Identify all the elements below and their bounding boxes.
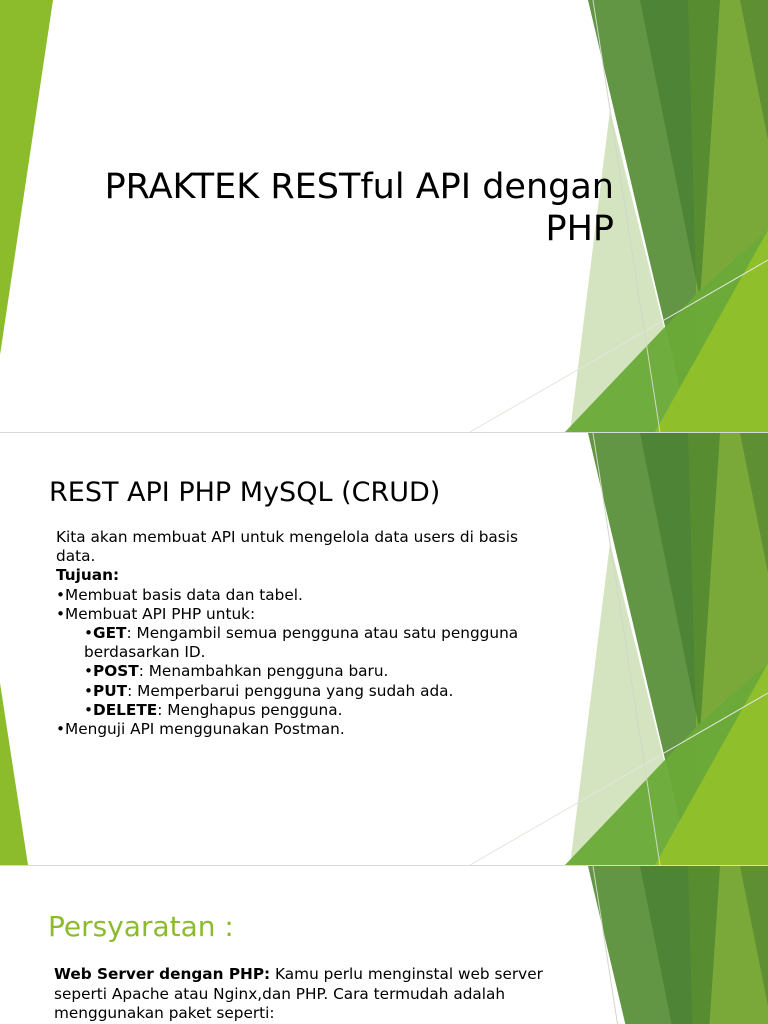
lead-text: Kamu perlu menginstal web server seperti Apache atau Nginx,dan PHP. Cara termudah adalah menggunakan paket seperti: — [54, 965, 543, 1023]
slide-3 — [0, 866, 768, 1024]
list-item: •Membuat basis data dan tabel. — [56, 585, 303, 604]
list-item: •Menguji API menggunakan Postman. — [56, 720, 345, 739]
sub-list-item: •POST: Menambahkan pengguna baru. — [84, 662, 389, 681]
list-item: •Membuat API PHP untuk: — [56, 604, 256, 623]
slide-2-body — [56, 528, 556, 739]
slide-3-body — [54, 965, 574, 1024]
sub-list-item: •DELETE: Menghapus pengguna. — [84, 700, 343, 719]
slide-2 — [0, 433, 768, 865]
slide-1 — [0, 0, 768, 432]
slide-1-title: PRAKTEK RESTful API dengan PHP — [104, 167, 614, 249]
sub-list-item: •PUT: Memperbarui pengguna yang sudah ada. — [84, 681, 454, 700]
lead-bold: Web Server dengan PHP: — [54, 965, 271, 983]
sub-list-item: •GET: Mengambil semua pengguna atau satu pengguna berdasarkan ID. — [84, 624, 519, 662]
slide-3-title: Persyaratan : — [48, 910, 234, 943]
goal-label: Tujuan: — [56, 566, 120, 585]
intro-text: Kita akan membuat API untuk mengelola data users di basis data. — [56, 528, 518, 566]
slide-2-title: REST API PHP MySQL (CRUD) — [49, 477, 441, 508]
